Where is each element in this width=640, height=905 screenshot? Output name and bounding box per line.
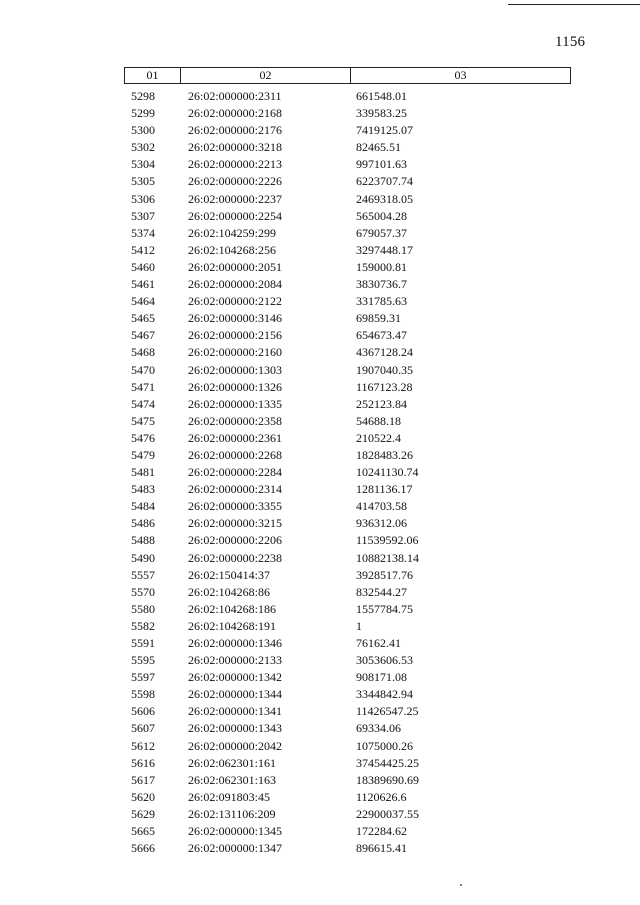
value: 11539592.06: [356, 533, 419, 548]
row-number: 5570: [131, 584, 155, 599]
table-row: [0, 652, 640, 669]
value: 69859.31: [356, 311, 401, 326]
value: 1907040.35: [356, 362, 413, 377]
value: 6223707.74: [356, 174, 413, 189]
table-row: [0, 789, 640, 806]
cadastral-number: 26:02:000000:1347: [188, 841, 283, 856]
row-number: 5580: [131, 601, 155, 616]
table-body: [0, 88, 640, 857]
row-number: 5666: [131, 841, 155, 856]
cadastral-number: 26:02:000000:1335: [188, 396, 283, 411]
row-number: 5465: [131, 311, 155, 326]
cadastral-number: 26:02:104268:86: [188, 584, 271, 599]
cadastral-number: 26:02:000000:2284: [188, 465, 283, 480]
value: 10241130.74: [356, 465, 419, 480]
table-row: [0, 396, 640, 413]
cadastral-number: 26:02:000000:2358: [188, 413, 283, 428]
value: 69334.06: [356, 721, 401, 736]
value: 4367128.24: [356, 345, 413, 360]
row-number: 5665: [131, 824, 155, 839]
row-number: 5606: [131, 704, 155, 719]
cadastral-number: 26:02:104268:191: [188, 618, 277, 633]
cadastral-number: 26:02:000000:2168: [188, 106, 283, 121]
value: 252123.84: [356, 396, 407, 411]
cadastral-number: 26:02:000000:1345: [188, 824, 283, 839]
table-row: [0, 191, 640, 208]
header-col-03: 03: [454, 68, 467, 82]
row-number: 5306: [131, 191, 155, 206]
value: 3928517.76: [356, 567, 413, 582]
row-number: 5305: [131, 174, 155, 189]
value: 832544.27: [356, 584, 407, 599]
row-number: 5299: [131, 106, 155, 121]
cadastral-number: 26:02:000000:2084: [188, 277, 283, 292]
table-row: [0, 225, 640, 242]
cadastral-number: 26:02:000000:2311: [188, 89, 282, 103]
cadastral-number: 26:02:000000:1344: [188, 687, 283, 702]
table-row: [0, 755, 640, 772]
table-row: [0, 259, 640, 276]
table-row: [0, 173, 640, 190]
cadastral-number: 26:02:000000:2237: [188, 191, 283, 206]
cadastral-number: 26:02:000000:2042: [188, 738, 283, 753]
value: 11426547.25: [356, 704, 419, 719]
table-header: [124, 67, 571, 84]
table-row: [0, 276, 640, 293]
cadastral-number: 26:02:091803:45: [188, 789, 271, 804]
table-row: [0, 464, 640, 481]
cadastral-number: 26:02:000000:3215: [188, 516, 283, 531]
value: 908171.08: [356, 670, 407, 685]
cadastral-number: 26:02:000000:2361: [188, 430, 283, 445]
row-number: 5412: [131, 242, 155, 257]
row-number: 5486: [131, 516, 155, 531]
value: 414703.58: [356, 499, 407, 514]
cadastral-number: 26:02:000000:1346: [188, 636, 283, 650]
row-number: 5298: [131, 89, 155, 103]
table-row: [0, 430, 640, 447]
cadastral-number: 26:02:062301:161: [188, 755, 277, 770]
cadastral-number: 26:02:000000:3218: [188, 140, 283, 155]
header-col-01: 01: [125, 68, 181, 83]
row-number: 5476: [131, 430, 155, 445]
scan-speck: [460, 884, 462, 886]
cadastral-number: 26:02:000000:2213: [188, 157, 283, 172]
table-row: [0, 362, 640, 379]
cadastral-number: 26:02:000000:1326: [188, 379, 283, 394]
table-row: [0, 550, 640, 567]
row-number: 5460: [131, 259, 155, 274]
table-row: [0, 413, 640, 430]
row-number: 5557: [131, 567, 155, 582]
row-number: 5591: [131, 636, 155, 650]
table-row: [0, 584, 640, 601]
value: 3297448.17: [356, 242, 413, 257]
value: 896615.41: [356, 841, 407, 856]
value: 18389690.69: [356, 772, 419, 787]
table-row: [0, 88, 640, 105]
row-number: 5461: [131, 277, 155, 292]
value: 22900037.55: [356, 806, 419, 821]
value: 661548.01: [356, 89, 407, 103]
row-number: 5595: [131, 653, 155, 668]
table-row: [0, 293, 640, 310]
table-row: [0, 447, 640, 464]
cadastral-number: 26:02:131106:209: [188, 806, 276, 821]
row-number: 5374: [131, 225, 155, 240]
table-row: [0, 310, 640, 327]
table-row: [0, 379, 640, 396]
table-row: [0, 669, 640, 686]
table-row: [0, 720, 640, 737]
row-number: 5484: [131, 499, 155, 514]
value: 1167123.28: [356, 379, 413, 394]
table-row: [0, 344, 640, 361]
top-rule: [508, 4, 640, 5]
row-number: 5616: [131, 755, 155, 770]
value: 54688.18: [356, 413, 401, 428]
cadastral-number: 26:02:000000:2051: [188, 259, 283, 274]
row-number: 5302: [131, 140, 155, 155]
value: 679057.37: [356, 225, 407, 240]
cadastral-number: 26:02:104259:299: [188, 225, 277, 240]
table-row: [0, 738, 640, 755]
cadastral-number: 26:02:000000:2268: [188, 447, 283, 462]
cadastral-number: 26:02:000000:1342: [188, 670, 283, 685]
table-row: [0, 481, 640, 498]
table-row: [0, 823, 640, 840]
row-number: 5470: [131, 362, 155, 377]
row-number: 5483: [131, 482, 155, 497]
cadastral-number: 26:02:062301:163: [188, 772, 277, 787]
header-col-02: 02: [181, 68, 351, 83]
row-number: 5620: [131, 789, 155, 804]
cadastral-number: 26:02:000000:2254: [188, 208, 283, 223]
table-row: [0, 327, 640, 344]
page-number: 1156: [555, 34, 586, 50]
cadastral-number: 26:02:000000:3146: [188, 311, 283, 326]
row-number: 5481: [131, 465, 155, 480]
table-row: [0, 703, 640, 720]
row-number: 5598: [131, 687, 155, 702]
value: 3830736.7: [356, 277, 407, 292]
table-row: [0, 156, 640, 173]
value: 936312.06: [356, 516, 407, 531]
value: 37454425.25: [356, 755, 419, 770]
value: 3344842.94: [356, 687, 413, 702]
cadastral-number: 26:02:000000:1303: [188, 362, 283, 377]
value: 2469318.05: [356, 191, 413, 206]
table-row: [0, 772, 640, 789]
value: 76162.41: [356, 636, 401, 650]
cadastral-number: 26:02:000000:2206: [188, 533, 283, 548]
cadastral-number: 26:02:000000:2160: [188, 345, 283, 360]
row-number: 5490: [131, 550, 155, 565]
row-number: 5488: [131, 533, 155, 548]
row-number: 5629: [131, 806, 155, 821]
cadastral-number: 26:02:104268:256: [188, 242, 277, 257]
cadastral-number: 26:02:000000:2226: [188, 174, 283, 189]
value: 1075000.26: [356, 738, 413, 753]
cadastral-number: 26:02:000000:3355: [188, 499, 283, 514]
table-row: [0, 498, 640, 515]
cadastral-number: 26:02:104268:186: [188, 601, 277, 616]
value: 1120626.6: [356, 789, 407, 804]
table-row: [0, 618, 640, 635]
row-number: 5471: [131, 379, 155, 394]
table-row: [0, 208, 640, 225]
table-row: [0, 840, 640, 857]
cadastral-number: 26:02:000000:1341: [188, 704, 283, 719]
table-row: [0, 635, 640, 652]
table-row: [0, 567, 640, 584]
cadastral-number: 26:02:000000:2133: [188, 653, 283, 668]
table-row: [0, 515, 640, 532]
row-number: 5304: [131, 157, 155, 172]
cadastral-number: 26:02:000000:2176: [188, 123, 283, 138]
row-number: 5474: [131, 396, 155, 411]
table-row: [0, 601, 640, 618]
cadastral-number: 26:02:000000:2122: [188, 294, 283, 309]
value: 210522.4: [356, 430, 401, 445]
value: 1828483.26: [356, 447, 413, 462]
value: 82465.51: [356, 140, 401, 155]
table-row: [0, 806, 640, 823]
row-number: 5468: [131, 345, 155, 360]
value: 1: [356, 618, 362, 633]
value: 10882138.14: [356, 550, 419, 565]
cadastral-number: 26:02:000000:2314: [188, 482, 283, 497]
row-number: 5612: [131, 738, 155, 753]
value: 172284.62: [356, 824, 407, 839]
row-number: 5582: [131, 618, 155, 633]
cadastral-number: 26:02:000000:2238: [188, 550, 283, 565]
table-row: [0, 242, 640, 259]
value: 331785.63: [356, 294, 407, 309]
value: 7419125.07: [356, 123, 413, 138]
table-row: [0, 105, 640, 122]
row-number: 5300: [131, 123, 155, 138]
row-number: 5475: [131, 413, 155, 428]
row-number: 5464: [131, 294, 155, 309]
value: 654673.47: [356, 328, 407, 343]
value: 3053606.53: [356, 653, 413, 668]
row-number: 5307: [131, 208, 155, 223]
value: 159000.81: [356, 259, 407, 274]
row-number: 5479: [131, 447, 155, 462]
value: 1281136.17: [356, 482, 413, 497]
row-number: 5597: [131, 670, 155, 685]
value: 1557784.75: [356, 601, 413, 616]
row-number: 5467: [131, 328, 155, 343]
value: 565004.28: [356, 208, 407, 223]
row-number: 5607: [131, 721, 155, 736]
table-row: [0, 686, 640, 703]
value: 997101.63: [356, 157, 407, 172]
table-row: [0, 122, 640, 139]
cadastral-number: 26:02:150414:37: [188, 567, 271, 582]
cadastral-number: 26:02:000000:1343: [188, 721, 283, 736]
row-number: 5617: [131, 772, 155, 787]
value: 339583.25: [356, 106, 407, 121]
table-row: [0, 532, 640, 549]
table-row: [0, 139, 640, 156]
cadastral-number: 26:02:000000:2156: [188, 328, 283, 343]
